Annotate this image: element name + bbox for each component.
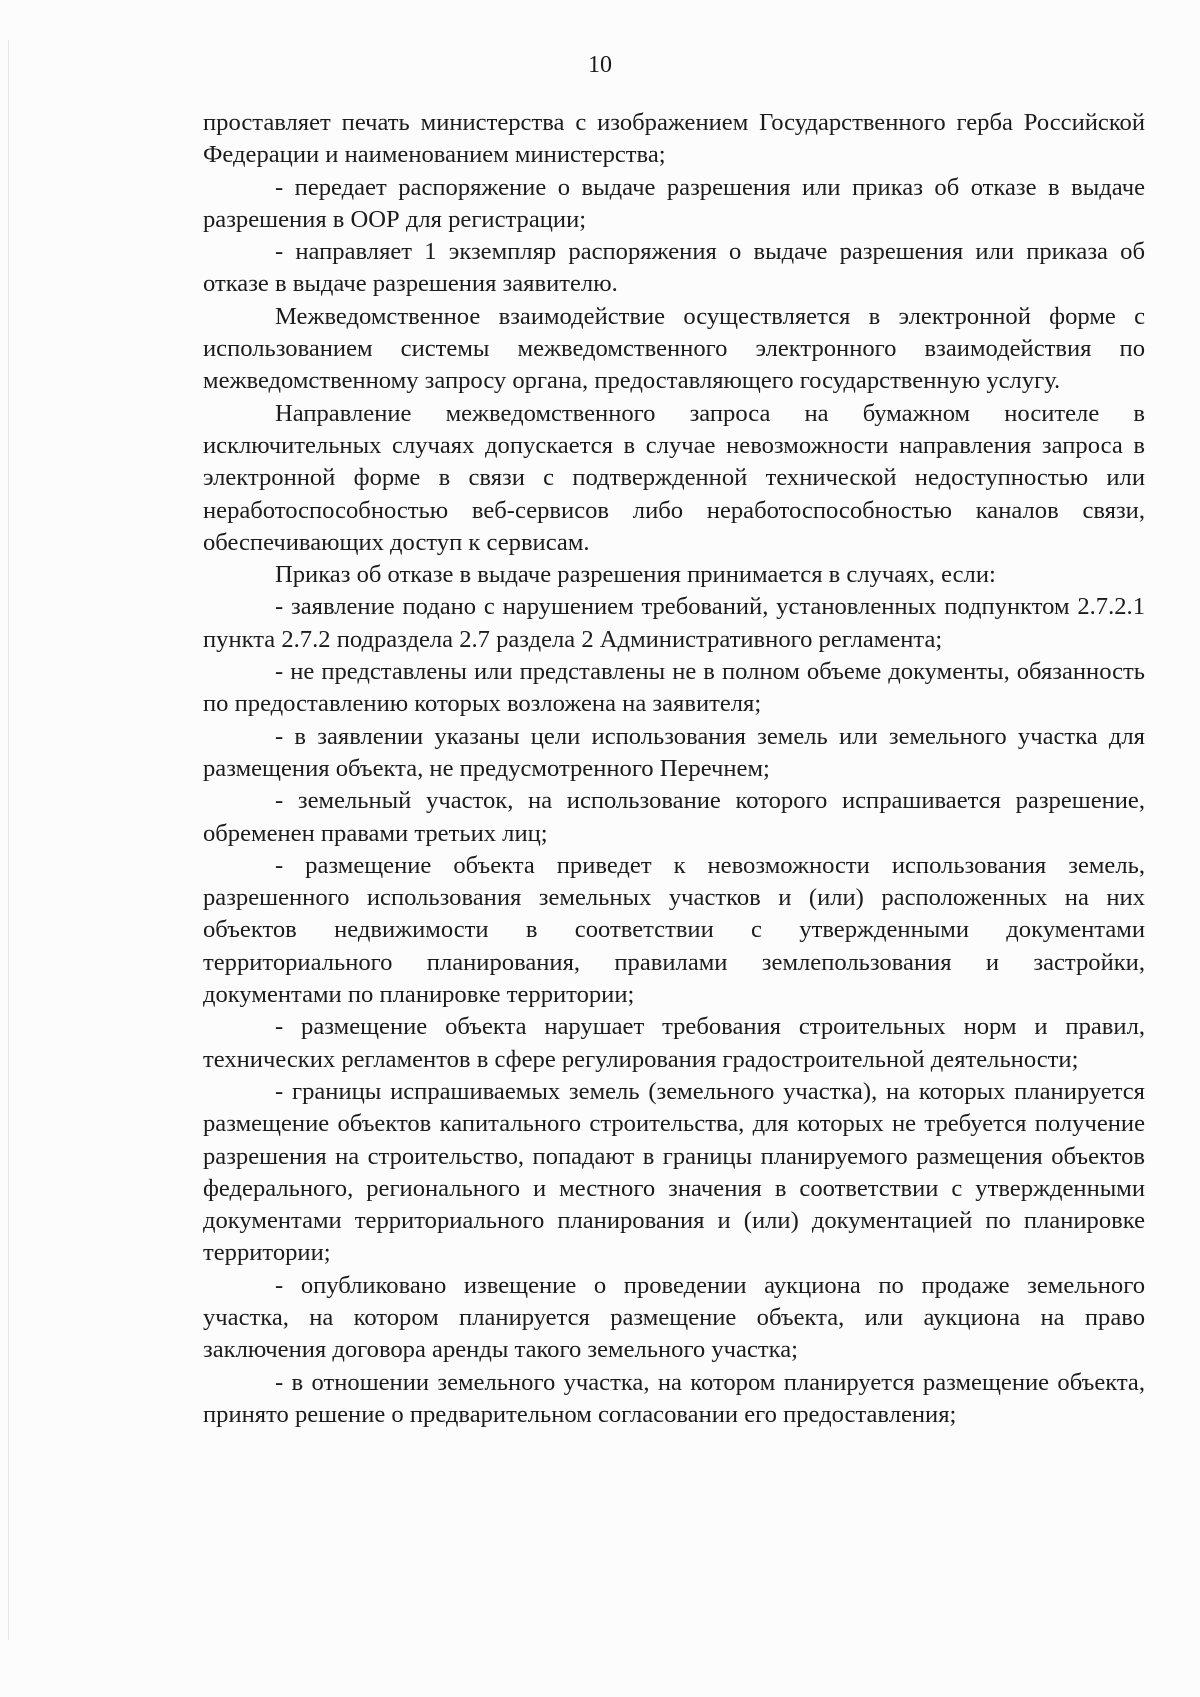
list-item-refusal-7: - границы испрашиваемых земель (земельного участка), на которых планируется размещение объектов капитального строительства, для которых не требуется получение разрешения на строительство, попадают в границы планируемого размещения объектов федерального, регионального и местного значения в соответствии с утвержденными документами территориального планирования и (или) документацией по планировке территории;	[203, 1077, 1145, 1267]
scan-edge-line	[8, 40, 9, 1640]
page-number: 10	[588, 52, 612, 78]
list-item-transfer-order: - передает распоряжение о выдаче разрешения или приказ об отказе в выдаче разрешения в ООР для регистрации;	[203, 173, 1145, 233]
paragraph-continuation: проставляет печать министерства с изображением Государственного герба Российской Федерации и наименованием министерства;	[203, 109, 1145, 169]
list-item-refusal-8: - опубликовано извещение о проведении аукциона по продаже земельного участка, на котором планируется размещение объекта, или аукциона на право заключения договора аренды такого земельного участка;	[203, 1271, 1145, 1364]
paragraph-refusal-cases: Приказ об отказе в выдаче разрешения принимается в случаях, если:	[275, 561, 996, 589]
list-item-refusal-4: - земельный участок, на использование которого испрашивается разрешение, обременен правами третьих лиц;	[203, 787, 1145, 847]
list-item-refusal-6: - размещение объекта нарушает требования строительных норм и правил, технических регламентов в сфере регулирования градостроительной деятельности;	[203, 1013, 1145, 1073]
list-item-refusal-5: - размещение объекта приведет к невозможности использования земель, разрешенного использования земельных участков и (или) расположенных на них объектов недвижимости в соответствии с утвержденными документами территориального планирования, правилами землепользования и застройки, документами по планировке территории;	[203, 851, 1145, 1009]
document-body	[203, 107, 1145, 1431]
paragraph-interagency-electronic: Межведомственное взаимодействие осуществляется в электронной форме с использованием системы межведомственного электронного взаимодействия по межведомственному запросу органа, предоставляющего государственную услугу.	[203, 302, 1145, 395]
list-item-refusal-3: - в заявлении указаны цели использования земель или земельного участка для размещения объекта, не предусмотренного Перечнем;	[203, 722, 1145, 782]
paragraph-paper-request: Направление межведомственного запроса на бумажном носителе в исключительных случаях допускается в случае невозможности направления запроса в электронной форме в связи с подтвержденной технической недоступностью или неработоспособностью веб-сервисов либо неработоспособностью каналов связи, обеспечивающих доступ к сервисам.	[203, 399, 1145, 556]
list-item-refusal-9: - в отношении земельного участка, на котором планируется размещение объекта, принято решение о предварительном согласовании его предоставления;	[203, 1368, 1145, 1428]
list-item-send-copy: - направляет 1 экземпляр распоряжения о выдаче разрешения или приказа об отказе в выдаче разрешения заявителю.	[203, 238, 1145, 298]
list-item-refusal-2: - не представлены или представлены не в полном объеме документы, обязанность по предоставлению которых возложена на заявителя;	[203, 658, 1145, 718]
list-item-refusal-1: - заявление подано с нарушением требований, установленных подпунктом 2.7.2.1 пункта 2.7.2 подраздела 2.7 раздела 2 Административного регламента;	[203, 593, 1145, 653]
